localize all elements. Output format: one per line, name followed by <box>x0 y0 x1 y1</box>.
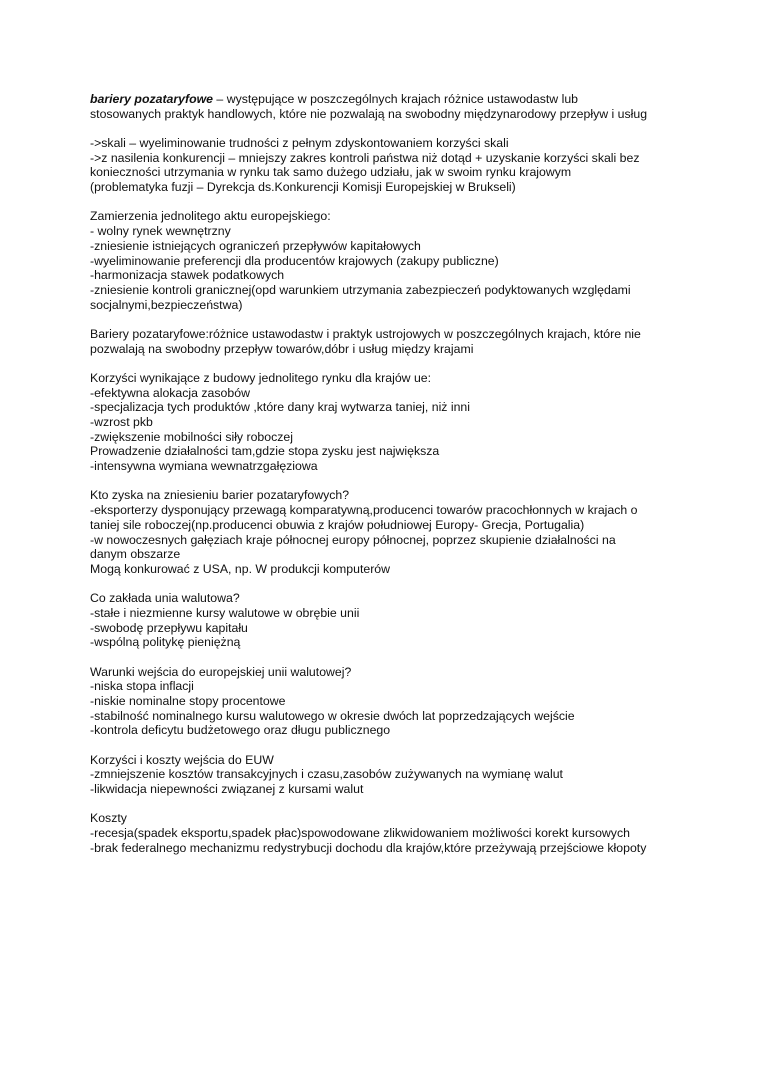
intro-line-1 <box>90 92 730 107</box>
text-line: ->skali – wyeliminowanie trudności z pełnym zdyskontowaniem korzyści skali <box>90 136 509 150</box>
text-line: -kontrola deficytu budżetowego oraz długu publicznego <box>90 723 391 738</box>
text-line: -w nowoczesnych gałęziach kraje północnej europy północnej, poprzez skupienie działalności na <box>90 532 616 547</box>
intro-line-2: stosowanych praktyk handlowych, które nie pozwalają na swobodny międzynarodowy przepływ i usług <box>90 106 648 121</box>
paragraph-block <box>90 591 730 650</box>
text-line: -zniesienie kontroli granicznej(opd warunkiem utrzymania zabezpieczeń podyktowanych względami <box>90 282 631 297</box>
text-line: pozwalają na swobodny przepływ towarów,dóbr i usług między krajami <box>90 341 474 356</box>
paragraph-block <box>90 811 730 855</box>
text-line: socjalnymi,bezpieczeństwa) <box>90 297 243 312</box>
text-line: Kto zyska na zniesieniu barier pozataryfowych? <box>90 488 350 503</box>
text-line: -brak federalnego mechanizmu redystrybucji dochodu dla krajów,które przeżywają przejściowe kłopoty <box>90 840 647 855</box>
text-line: -niska stopa inflacji <box>90 679 194 694</box>
paragraph-block <box>90 136 730 195</box>
text-line: ->z nasilenia konkurencji – mniejszy zakres kontroli państwa niż dotąd + uzyskanie korzyści skali bez <box>90 150 640 165</box>
text-line: -wzrost pkb <box>90 415 153 430</box>
text-line: Prowadzenie działalności tam,gdzie stopa zysku jest największa <box>90 444 440 459</box>
text-line: -stałe i niezmienne kursy walutowe w obrębie unii <box>90 605 360 620</box>
text-line: Mogą konkurować z USA, np. W produkcji komputerów <box>90 561 391 576</box>
text-line: -wyeliminowanie preferencji dla producentów krajowych (zakupy publiczne) <box>90 253 499 268</box>
paragraph-block <box>90 209 730 312</box>
text-line: -stabilność nominalnego kursu walutowego w okresie dwóch lat poprzedzających wejście <box>90 708 575 723</box>
paragraph-block <box>90 753 730 797</box>
text-line: -intensywna wymiana wewnatrzgałęziowa <box>90 459 318 474</box>
text-line: -eksporterzy dysponujący przewagą komparatywną,producenci towarów pracochłonnych w krajach o <box>90 503 638 518</box>
paragraph-block <box>90 327 730 356</box>
text-line: Zamierzenia jednolitego aktu europejskiego: <box>90 209 331 224</box>
text-line: -likwidacja niepewności związanej z kursami walut <box>90 782 364 797</box>
text-line: -zmniejszenie kosztów transakcyjnych i czasu,zasobów zużywanych na wymianę walut <box>90 767 563 782</box>
text-line: -specjalizacja tych produktów ,które dany kraj wytwarza taniej, niż inni <box>90 400 471 415</box>
intro-term: bariery pozataryfowe <box>90 92 214 106</box>
text-line: -recesja(spadek eksportu,spadek płac)spowodowane zlikwidowaniem możliwości korekt kursowych <box>90 826 630 841</box>
text-line: -wspólną politykę pieniężną <box>90 635 241 650</box>
paragraph-block <box>90 488 730 576</box>
text-line: Bariery pozataryfowe:różnice ustawodastw i praktyk ustrojowych w poszczególnych krajach, które nie <box>90 326 641 341</box>
text-line: -efektywna alokacja zasobów <box>90 385 250 400</box>
document-page <box>90 92 730 870</box>
text-line: Koszty <box>90 811 127 826</box>
paragraph-block <box>90 371 730 474</box>
text-line: Warunki wejścia do europejskiej unii walutowej? <box>90 664 352 679</box>
text-line: konieczności utrzymania w rynku tak samo dużego udziału, jak w swoim rynku krajowym <box>90 165 572 180</box>
text-line: Korzyści wynikające z budowy jednolitego rynku dla krajów ue: <box>90 370 432 385</box>
text-line: (problematyka fuzji – Dyrekcja ds.Konkurencji Komisji Europejskiej w Brukseli) <box>90 180 516 195</box>
text-line: -niskie nominalne stopy procentowe <box>90 694 286 709</box>
intro-definition-start: – występujące w poszczególnych krajach różnice ustawodastw lub <box>213 92 579 106</box>
text-line: Co zakłada unia walutowa? <box>90 591 240 606</box>
text-line: danym obszarze <box>90 547 181 562</box>
text-line: -swobodę przepływu kapitału <box>90 620 248 635</box>
text-line: taniej sile roboczej(np.producenci obuwia z krajów południowej Europy- Grecja, Portugalia) <box>90 517 585 532</box>
text-line: -harmonizacja stawek podatkowych <box>90 268 285 283</box>
text-line: - wolny rynek wewnętrzny <box>90 224 231 239</box>
intro-paragraph <box>90 92 730 121</box>
text-line: -zniesienie istniejących ograniczeń przepływów kapitałowych <box>90 238 421 253</box>
text-line: Korzyści i koszty wejścia do EUW <box>90 752 274 767</box>
document-body <box>90 136 730 856</box>
text-line: -zwiększenie mobilności siły roboczej <box>90 429 293 444</box>
paragraph-block <box>90 665 730 739</box>
